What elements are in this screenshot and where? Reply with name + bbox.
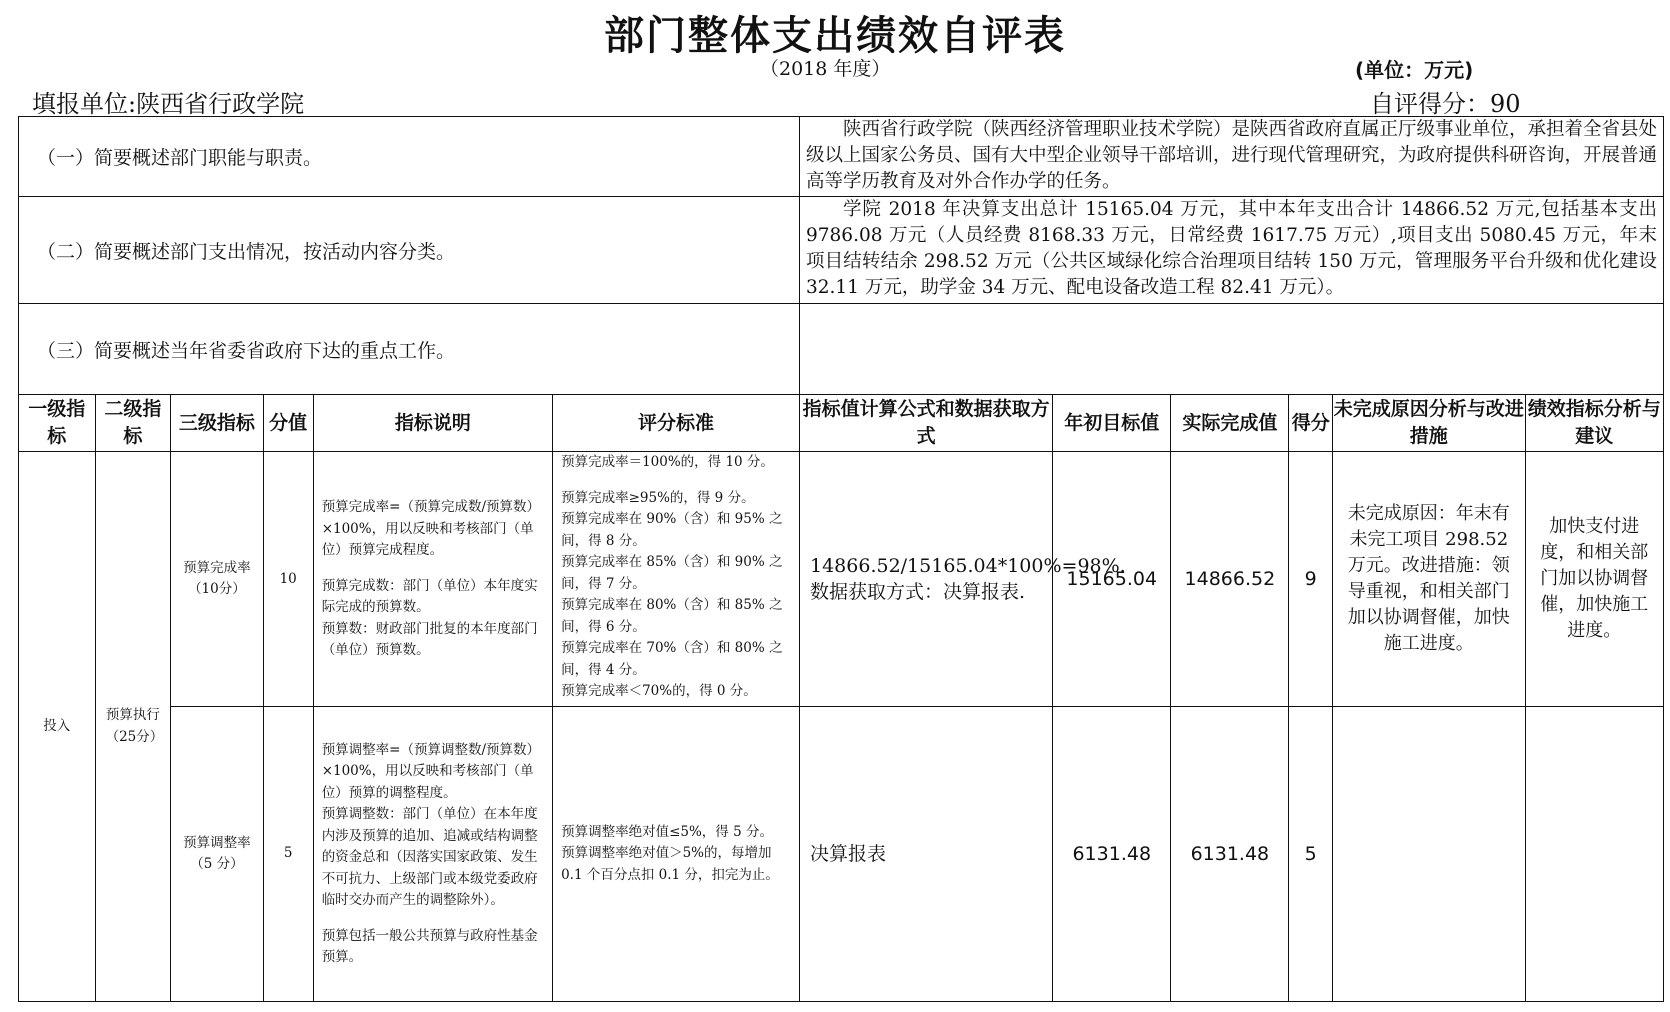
col-header: 三级指标 — [171, 395, 264, 452]
criterion-line: 预算完成率在 70%（含）和 80% 之间，得 4 分。 — [561, 640, 783, 678]
table-row — [19, 452, 1664, 707]
intro-text — [800, 303, 1664, 394]
description-line: 预算调整数：部门（单位）在本年度内涉及预算的追加、追减或结构调整的资金总和（因落实国家政策、发生不可抗力、上级部门或本级党委政府临时交办而产生的调整除外）。 — [321, 806, 538, 909]
scoring-criteria — [553, 452, 800, 707]
target-value: 6131.48 — [1053, 707, 1171, 1002]
column-header-row — [19, 395, 1664, 452]
intro-label: （三）简要概述当年省委省政府下达的重点工作。 — [19, 303, 800, 394]
scoring-criteria — [553, 707, 800, 1002]
formula-and-source: 决算报表 — [800, 707, 1053, 1002]
evaluation-table — [18, 116, 1664, 1002]
actual-value: 6131.48 — [1171, 707, 1289, 1002]
description-line: 预算包括一般公共预算与政府性基金预算。 — [321, 927, 538, 966]
performance-advice — [1525, 707, 1663, 1002]
intro-label: （一）简要概述部门职能与职责。 — [19, 117, 800, 197]
score-value: 9 — [1289, 452, 1333, 707]
criterion-line: 预算调整率绝对值＞5%的，每增加 0.1 个百分点扣 0.1 分，扣完为止。 — [561, 845, 779, 883]
description-line: 预算调整率=（预算调整数/预算数）×100%，用以反映和考核部门（单位）预算的调整程度。 — [321, 741, 541, 801]
description-line: 预算完成数：部门（单位）本年度实际完成的预算数。 — [321, 577, 538, 616]
col-header: 分值 — [263, 395, 313, 452]
indicator-description — [313, 452, 552, 707]
report-year: （2018 年度） — [760, 58, 891, 80]
level3-indicator: 预算调整率（5 分） — [171, 707, 264, 1002]
criterion-line: 预算完成率≥95%的，得 9 分。 — [561, 489, 755, 506]
points-value: 5 — [263, 707, 313, 1002]
level3-indicator: 预算完成率（10分） — [171, 452, 264, 707]
page-title: 部门整体支出绩效自评表 — [604, 13, 1066, 59]
description-line: 预算完成率=（预算完成数/预算数）×100%，用以反映和考核部门（单位）预算完成程度。 — [321, 499, 541, 559]
col-header: 得分 — [1289, 395, 1333, 452]
filling-unit: 填报单位:陕西省行政学院 — [32, 90, 305, 118]
target-value: 15165.04 — [1053, 452, 1171, 707]
criterion-line: 预算完成率在 85%（含）和 90% 之间，得 7 分。 — [561, 554, 783, 592]
intro-row-functions — [19, 117, 1664, 197]
table-row — [19, 707, 1664, 1002]
description-line: 预算数：财政部门批复的本年度部门（单位）预算数。 — [321, 620, 538, 659]
intro-row-expenditure — [19, 197, 1664, 304]
points-value: 10 — [263, 452, 313, 707]
formula-and-source — [800, 452, 1126, 707]
col-header: 绩效指标分析与建议 — [1525, 395, 1663, 452]
level2-indicator: 预算执行（25分） — [95, 452, 171, 1002]
data-source-text: 数据获取方式：决算报表. — [810, 581, 1026, 604]
col-header: 一级指标 — [19, 395, 96, 452]
col-header: 未完成原因分析与改进措施 — [1333, 395, 1526, 452]
intro-row-key-work — [19, 303, 1664, 394]
intro-label: （二）简要概述部门支出情况，按活动内容分类。 — [19, 197, 800, 304]
col-header: 实际完成值 — [1171, 395, 1289, 452]
self-score: 自评得分：90 — [1370, 90, 1521, 118]
unit-label: (单位：万元) — [1355, 58, 1474, 82]
col-header: 指标说明 — [313, 395, 552, 452]
level1-indicator: 投入 — [19, 452, 96, 1002]
actual-value: 14866.52 — [1171, 452, 1289, 707]
formula-text: 14866.52/15165.04*100%=98%. — [810, 555, 1126, 578]
criterion-line: 预算完成率＝100%的，得 10 分。 — [561, 454, 774, 471]
criterion-line: 预算完成率＜70%的，得 0 分。 — [561, 683, 757, 700]
criterion-line: 预算完成率在 90%（含）和 95% 之间，得 8 分。 — [561, 511, 783, 549]
performance-advice: 加快支付进度，和相关部门加以协调督催，加快施工进度。 — [1525, 452, 1663, 707]
criterion-line: 预算完成率在 80%（含）和 85% 之间，得 6 分。 — [561, 597, 783, 635]
col-header: 二级指标 — [95, 395, 171, 452]
criterion-line: 预算调整率绝对值≤5%，得 5 分。 — [561, 823, 773, 840]
col-header: 指标值计算公式和数据获取方式 — [800, 395, 1053, 452]
col-header: 年初目标值 — [1053, 395, 1171, 452]
intro-text: 学院 2018 年决算支出总计 15165.04 万元，其中本年支出合计 14866.52 万元,包括基本支出 9786.08 万元（人员经费 8168.33 万元，日常经费 1617.75 万元）,项目支出 5080.45 万元，年末项目结转结余 298.52 万元（公共区域绿化综合治理项目结转 150 万元，管理服务平台升级和优化建设 32.11 万元，助学金 34 万元、配电设备改造工程 82.41 万元）。 — [800, 197, 1664, 304]
indicator-description — [313, 707, 552, 1002]
reason-analysis: 未完成原因：年末有未完工项目 298.52 万元。改进措施：领导重视，和相关部门加以协调督催，加快施工进度。 — [1333, 452, 1526, 707]
intro-text: 陕西省行政学院（陕西经济管理职业技术学院）是陕西省政府直属正厅级事业单位，承担着全省县处级以上国家公务员、国有大中型企业领导干部培训，进行现代管理研究，为政府提供科研咨询，开展普通高等学历教育及对外合作办学的任务。 — [800, 117, 1664, 197]
col-header: 评分标准 — [553, 395, 800, 452]
reason-analysis — [1333, 707, 1526, 1002]
score-value: 5 — [1289, 707, 1333, 1002]
